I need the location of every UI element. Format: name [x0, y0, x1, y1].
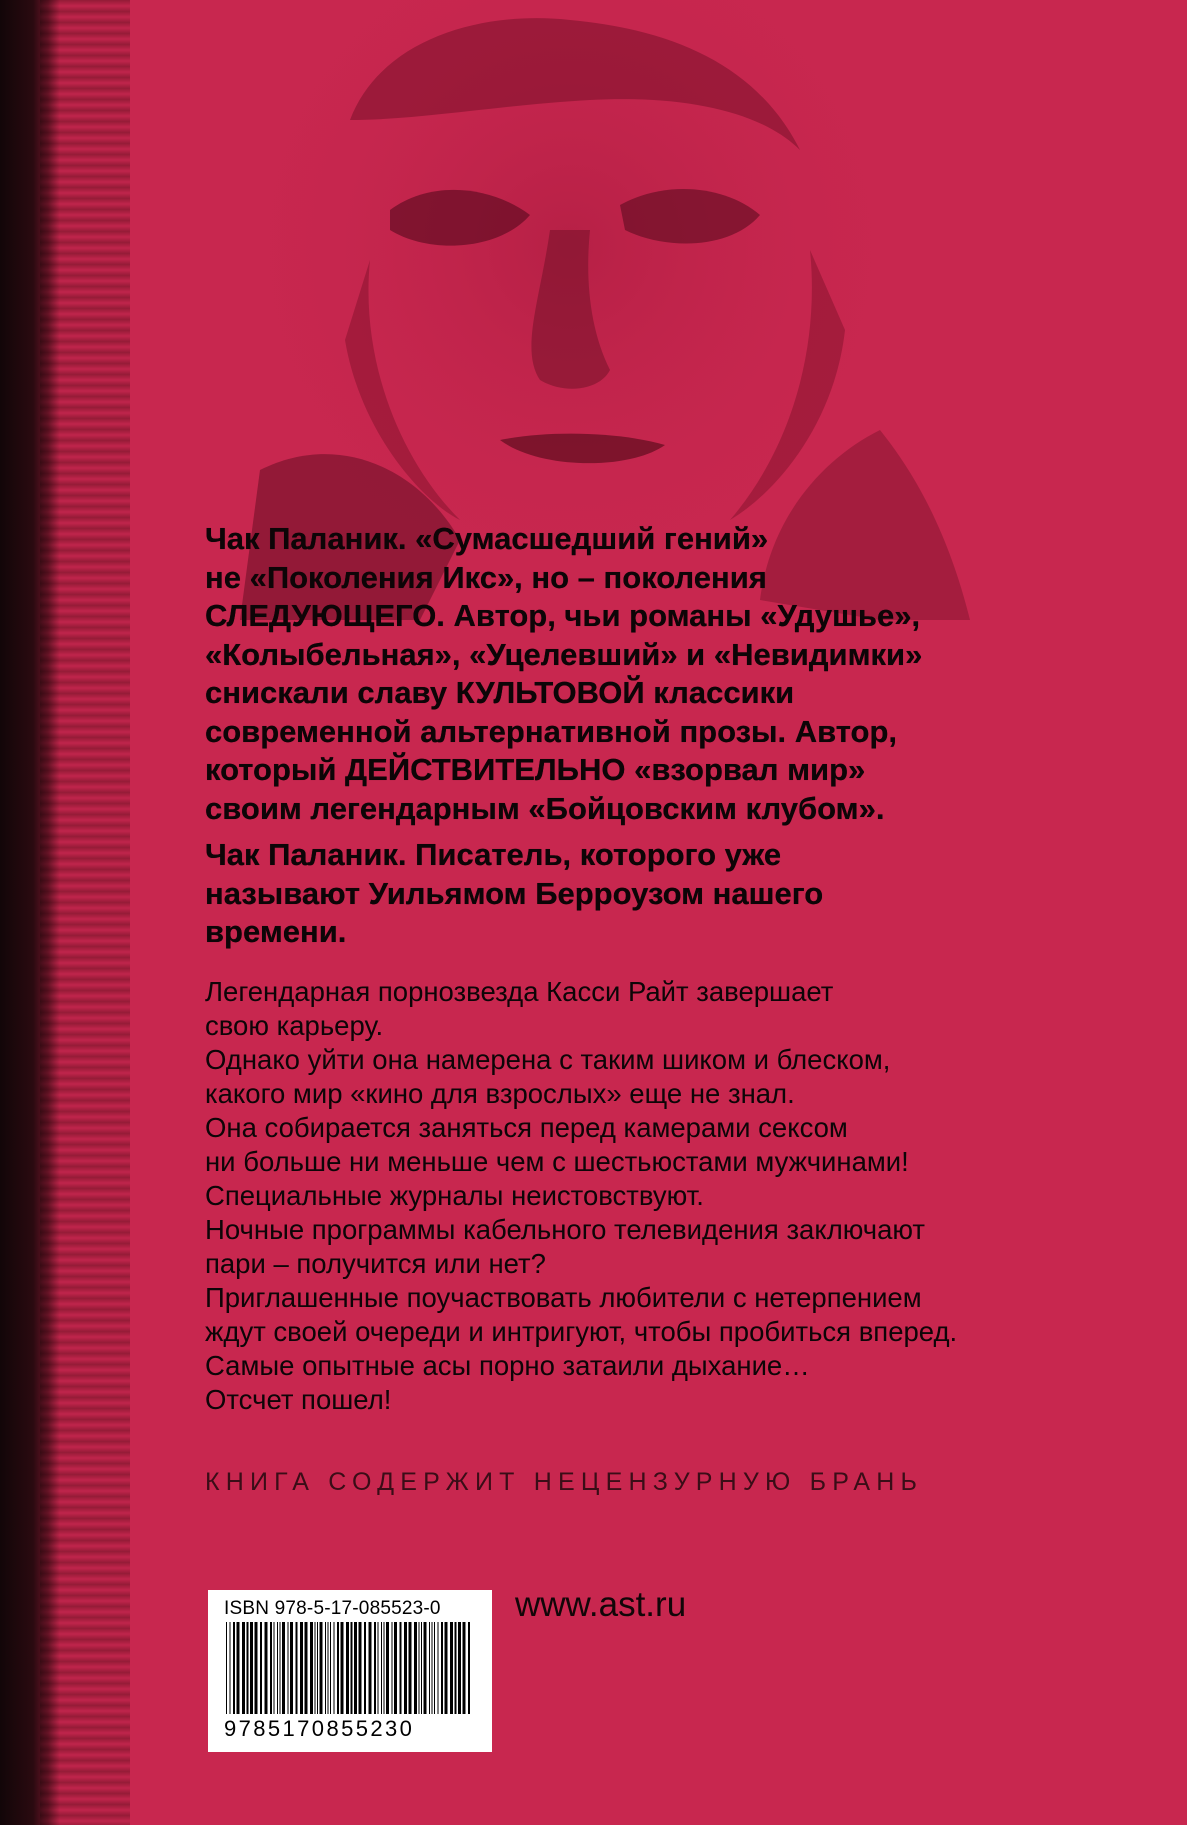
blurb-line: современной альтернативной прозы. Автор,	[205, 713, 898, 749]
isbn-number: ISBN 978-5-17-085523-0	[224, 1598, 441, 1619]
description-line: пари – получится или нет?	[205, 1248, 546, 1279]
blurb-line: Чак Паланик. «Сумасшедший гений»	[205, 521, 769, 556]
blurb-line: называют Уильямом Берроузом нашего	[205, 875, 824, 911]
description-line: ждут своей очереди и интригуют, чтобы пробиться вперед.	[205, 1316, 958, 1347]
description-line: Самые опытные асы порно затаили дыхание…	[205, 1350, 810, 1381]
description-line: Она собирается заняться перед камерами сексом	[205, 1112, 848, 1143]
description-line: Легендарная порнозвезда Касси Райт завершает	[205, 976, 834, 1007]
description-line: Специальные журналы неистовствуют.	[205, 1180, 704, 1211]
description-line: какого мир «кино для взрослых» еще не знал.	[205, 1078, 795, 1109]
description-line: Однако уйти она намерена с таким шиком и блеском,	[205, 1044, 891, 1075]
description-line: свою карьеру.	[205, 1010, 384, 1041]
publisher-website: www.ast.ru	[515, 1585, 687, 1624]
description-line: ни больше ни меньше чем с шестьюстами мужчинами!	[205, 1146, 909, 1177]
description-line: Отсчет пошел!	[205, 1384, 392, 1415]
blurb-line: Чак Паланик. Писатель, которого уже	[205, 837, 782, 872]
book-description	[205, 975, 1085, 1417]
isbn-barcode	[208, 1590, 492, 1752]
description-line: Приглашенные поучаствовать любители с нетерпением	[205, 1282, 922, 1313]
blurb-line: снискали славу КУЛЬТОВОЙ классики	[205, 675, 795, 710]
blurb-line: СЛЕДУЮЩЕГО. Автор, чьи романы «Удушье»,	[205, 598, 921, 633]
blurb-line: не «Поколения Икс», но – поколения	[205, 559, 767, 595]
blurb-line: своим легендарным «Бойцовским клубом».	[205, 790, 885, 826]
blurb-line: времени.	[205, 914, 347, 949]
author-blurb-paragraph-2	[205, 836, 1085, 952]
barcode-digits: 9785170855230	[224, 1716, 415, 1741]
description-line: Ночные программы кабельного телевидения заключают	[205, 1214, 925, 1245]
grunge-texture	[40, 0, 130, 1825]
blurb-line: который ДЕЙСТВИТЕЛЬНО «взорвал мир»	[205, 752, 866, 787]
author-blurb-paragraph-1	[205, 520, 1085, 828]
barcode-icon	[224, 1622, 476, 1714]
blurb-line: «Колыбельная», «Уцелевший» и «Невидимки»	[205, 636, 923, 672]
content-warning: КНИГА СОДЕРЖИТ НЕЦЕНЗУРНУЮ БРАНЬ	[205, 1468, 924, 1496]
